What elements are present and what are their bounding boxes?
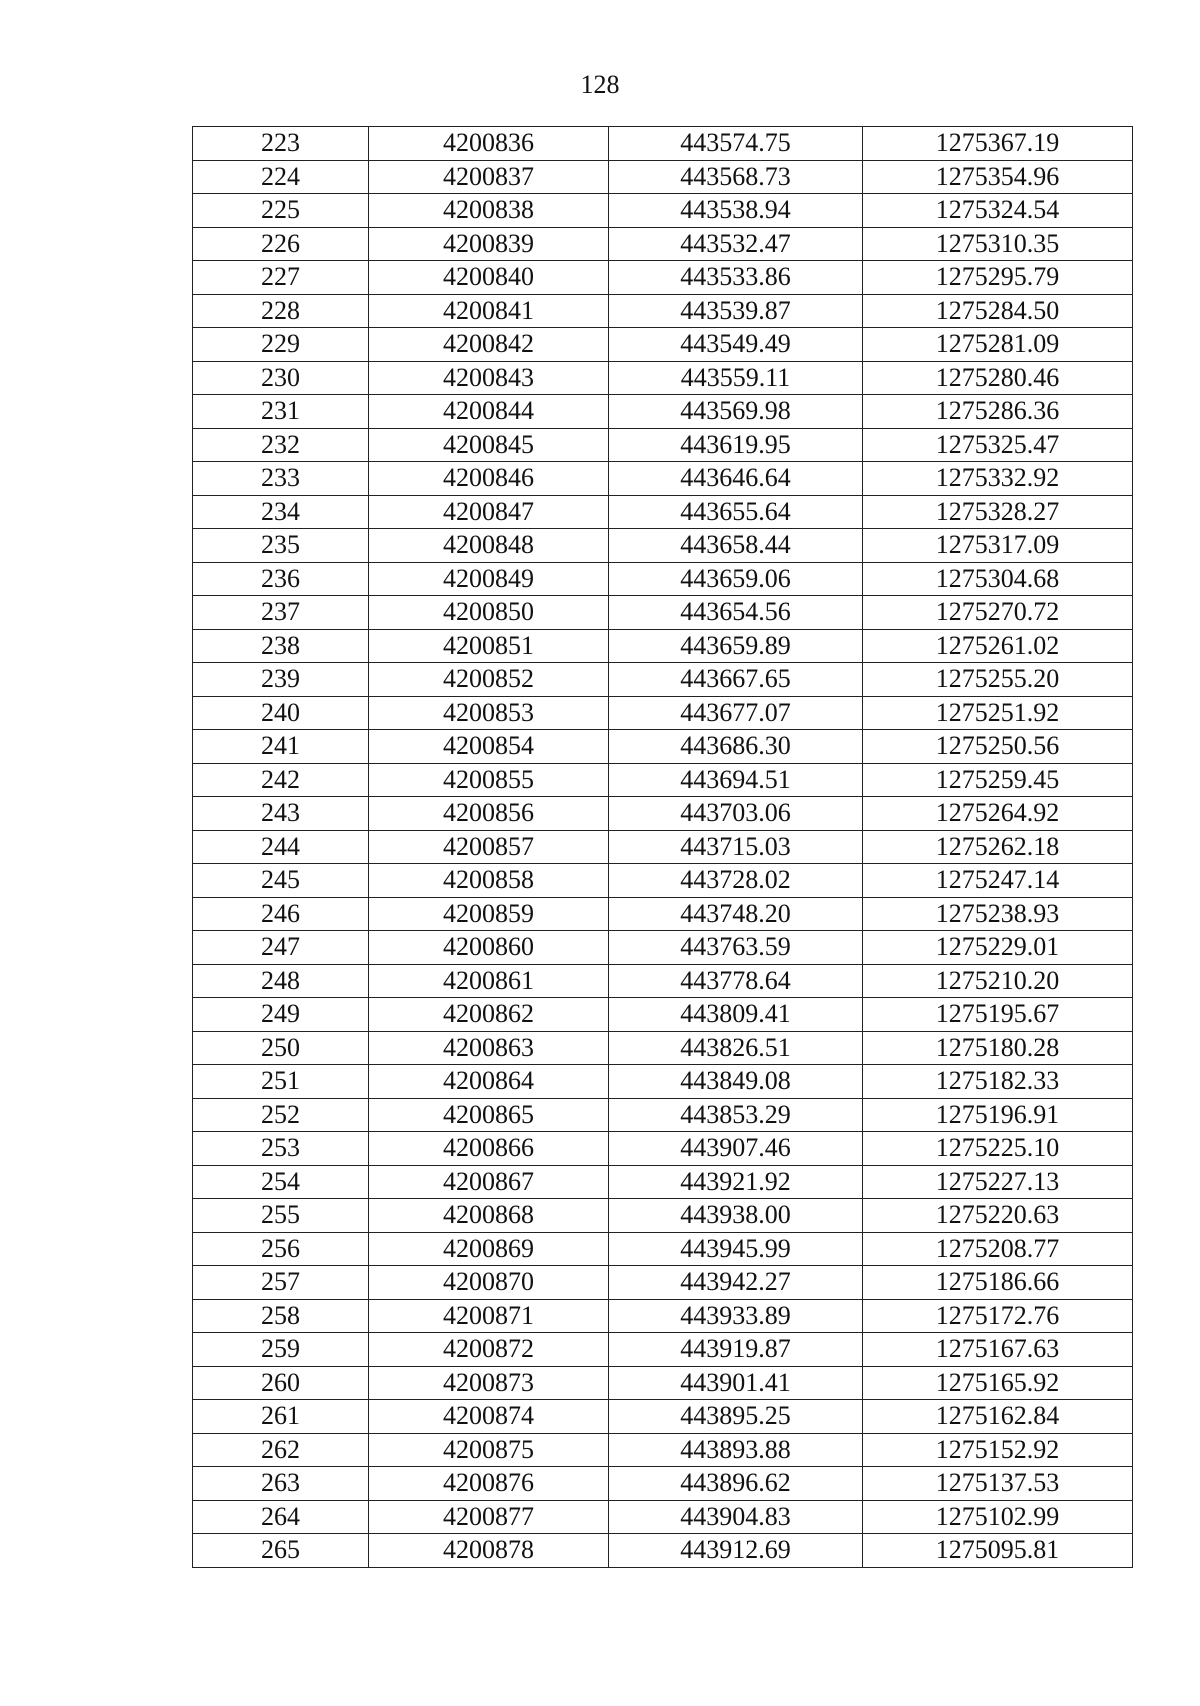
table-row xyxy=(193,1199,1133,1233)
table-row xyxy=(193,495,1133,529)
table-row xyxy=(193,395,1133,429)
point-number-cell: 256 xyxy=(193,1232,369,1266)
y-coordinate-cell: 1275225.10 xyxy=(863,1132,1133,1166)
y-coordinate-cell: 1275270.72 xyxy=(863,596,1133,630)
point-number-cell: 263 xyxy=(193,1467,369,1501)
table-row xyxy=(193,998,1133,1032)
point-number-cell: 231 xyxy=(193,395,369,429)
point-number-cell: 249 xyxy=(193,998,369,1032)
x-coordinate-cell: 443942.27 xyxy=(609,1266,863,1300)
x-coordinate-cell: 443532.47 xyxy=(609,227,863,261)
point-number-cell: 236 xyxy=(193,562,369,596)
y-coordinate-cell: 1275227.13 xyxy=(863,1165,1133,1199)
table-row xyxy=(193,194,1133,228)
x-coordinate-cell: 443569.98 xyxy=(609,395,863,429)
y-coordinate-cell: 1275262.18 xyxy=(863,830,1133,864)
point-number-cell: 229 xyxy=(193,328,369,362)
x-coordinate-cell: 443686.30 xyxy=(609,730,863,764)
x-coordinate-cell: 443853.29 xyxy=(609,1098,863,1132)
point-number-cell: 238 xyxy=(193,629,369,663)
table-row xyxy=(193,462,1133,496)
point-id-cell: 4200876 xyxy=(369,1467,609,1501)
point-id-cell: 4200841 xyxy=(369,294,609,328)
x-coordinate-cell: 443659.89 xyxy=(609,629,863,663)
point-number-cell: 233 xyxy=(193,462,369,496)
table-row xyxy=(193,227,1133,261)
y-coordinate-cell: 1275229.01 xyxy=(863,931,1133,965)
x-coordinate-cell: 443659.06 xyxy=(609,562,863,596)
table-row xyxy=(193,1299,1133,1333)
point-number-cell: 250 xyxy=(193,1031,369,1065)
y-coordinate-cell: 1275261.02 xyxy=(863,629,1133,663)
y-coordinate-cell: 1275196.91 xyxy=(863,1098,1133,1132)
point-id-cell: 4200873 xyxy=(369,1366,609,1400)
x-coordinate-cell: 443896.62 xyxy=(609,1467,863,1501)
point-number-cell: 265 xyxy=(193,1534,369,1568)
point-id-cell: 4200853 xyxy=(369,696,609,730)
point-id-cell: 4200852 xyxy=(369,663,609,697)
table-row xyxy=(193,1098,1133,1132)
point-id-cell: 4200872 xyxy=(369,1333,609,1367)
point-number-cell: 260 xyxy=(193,1366,369,1400)
point-number-cell: 232 xyxy=(193,428,369,462)
point-id-cell: 4200850 xyxy=(369,596,609,630)
point-number-cell: 244 xyxy=(193,830,369,864)
x-coordinate-cell: 443533.86 xyxy=(609,261,863,295)
y-coordinate-cell: 1275264.92 xyxy=(863,797,1133,831)
y-coordinate-cell: 1275255.20 xyxy=(863,663,1133,697)
point-id-cell: 4200847 xyxy=(369,495,609,529)
point-id-cell: 4200863 xyxy=(369,1031,609,1065)
x-coordinate-cell: 443763.59 xyxy=(609,931,863,965)
table-row xyxy=(193,1065,1133,1099)
table-row xyxy=(193,1333,1133,1367)
point-id-cell: 4200875 xyxy=(369,1433,609,1467)
y-coordinate-cell: 1275210.20 xyxy=(863,964,1133,998)
page-number: 128 xyxy=(580,70,620,99)
point-id-cell: 4200869 xyxy=(369,1232,609,1266)
table-row xyxy=(193,1500,1133,1534)
y-coordinate-cell: 1275238.93 xyxy=(863,897,1133,931)
y-coordinate-cell: 1275162.84 xyxy=(863,1400,1133,1434)
table-row xyxy=(193,1534,1133,1568)
y-coordinate-cell: 1275325.47 xyxy=(863,428,1133,462)
point-number-cell: 261 xyxy=(193,1400,369,1434)
x-coordinate-cell: 443658.44 xyxy=(609,529,863,563)
point-id-cell: 4200874 xyxy=(369,1400,609,1434)
point-id-cell: 4200851 xyxy=(369,629,609,663)
y-coordinate-cell: 1275317.09 xyxy=(863,529,1133,563)
point-number-cell: 252 xyxy=(193,1098,369,1132)
point-number-cell: 251 xyxy=(193,1065,369,1099)
point-number-cell: 235 xyxy=(193,529,369,563)
x-coordinate-cell: 443938.00 xyxy=(609,1199,863,1233)
point-id-cell: 4200854 xyxy=(369,730,609,764)
point-number-cell: 258 xyxy=(193,1299,369,1333)
x-coordinate-cell: 443715.03 xyxy=(609,830,863,864)
table-row xyxy=(193,629,1133,663)
point-number-cell: 245 xyxy=(193,864,369,898)
point-number-cell: 225 xyxy=(193,194,369,228)
point-id-cell: 4200843 xyxy=(369,361,609,395)
table-row xyxy=(193,1165,1133,1199)
point-number-cell: 241 xyxy=(193,730,369,764)
x-coordinate-cell: 443619.95 xyxy=(609,428,863,462)
y-coordinate-cell: 1275208.77 xyxy=(863,1232,1133,1266)
y-coordinate-cell: 1275332.92 xyxy=(863,462,1133,496)
point-id-cell: 4200865 xyxy=(369,1098,609,1132)
point-id-cell: 4200861 xyxy=(369,964,609,998)
x-coordinate-cell: 443655.64 xyxy=(609,495,863,529)
y-coordinate-cell: 1275354.96 xyxy=(863,160,1133,194)
point-id-cell: 4200868 xyxy=(369,1199,609,1233)
y-coordinate-cell: 1275102.99 xyxy=(863,1500,1133,1534)
y-coordinate-cell: 1275251.92 xyxy=(863,696,1133,730)
table-row xyxy=(193,428,1133,462)
y-coordinate-cell: 1275367.19 xyxy=(863,127,1133,161)
x-coordinate-cell: 443654.56 xyxy=(609,596,863,630)
point-id-cell: 4200846 xyxy=(369,462,609,496)
point-id-cell: 4200866 xyxy=(369,1132,609,1166)
table-row xyxy=(193,663,1133,697)
x-coordinate-cell: 443904.83 xyxy=(609,1500,863,1534)
table-row xyxy=(193,931,1133,965)
y-coordinate-cell: 1275165.92 xyxy=(863,1366,1133,1400)
y-coordinate-cell: 1275328.27 xyxy=(863,495,1133,529)
point-number-cell: 255 xyxy=(193,1199,369,1233)
point-id-cell: 4200871 xyxy=(369,1299,609,1333)
table-row xyxy=(193,897,1133,931)
point-number-cell: 234 xyxy=(193,495,369,529)
point-number-cell: 257 xyxy=(193,1266,369,1300)
point-number-cell: 240 xyxy=(193,696,369,730)
table-row xyxy=(193,328,1133,362)
point-number-cell: 230 xyxy=(193,361,369,395)
x-coordinate-cell: 443549.49 xyxy=(609,328,863,362)
table-row xyxy=(193,763,1133,797)
x-coordinate-cell: 443907.46 xyxy=(609,1132,863,1166)
point-number-cell: 227 xyxy=(193,261,369,295)
y-coordinate-cell: 1275280.46 xyxy=(863,361,1133,395)
y-coordinate-cell: 1275247.14 xyxy=(863,864,1133,898)
y-coordinate-cell: 1275095.81 xyxy=(863,1534,1133,1568)
table-row xyxy=(193,797,1133,831)
coordinates-table xyxy=(192,126,1133,1568)
x-coordinate-cell: 443826.51 xyxy=(609,1031,863,1065)
y-coordinate-cell: 1275182.33 xyxy=(863,1065,1133,1099)
table-row xyxy=(193,1467,1133,1501)
x-coordinate-cell: 443921.92 xyxy=(609,1165,863,1199)
y-coordinate-cell: 1275304.68 xyxy=(863,562,1133,596)
x-coordinate-cell: 443667.65 xyxy=(609,663,863,697)
table-row xyxy=(193,1232,1133,1266)
x-coordinate-cell: 443539.87 xyxy=(609,294,863,328)
y-coordinate-cell: 1275259.45 xyxy=(863,763,1133,797)
y-coordinate-cell: 1275286.36 xyxy=(863,395,1133,429)
x-coordinate-cell: 443538.94 xyxy=(609,194,863,228)
point-id-cell: 4200864 xyxy=(369,1065,609,1099)
y-coordinate-cell: 1275220.63 xyxy=(863,1199,1133,1233)
point-id-cell: 4200844 xyxy=(369,395,609,429)
y-coordinate-cell: 1275186.66 xyxy=(863,1266,1133,1300)
table-row xyxy=(193,596,1133,630)
table-row xyxy=(193,361,1133,395)
point-number-cell: 264 xyxy=(193,1500,369,1534)
point-number-cell: 242 xyxy=(193,763,369,797)
point-number-cell: 246 xyxy=(193,897,369,931)
point-id-cell: 4200858 xyxy=(369,864,609,898)
point-id-cell: 4200870 xyxy=(369,1266,609,1300)
table-row xyxy=(193,294,1133,328)
table-row xyxy=(193,1132,1133,1166)
table-row xyxy=(193,696,1133,730)
x-coordinate-cell: 443703.06 xyxy=(609,797,863,831)
table-row xyxy=(193,1400,1133,1434)
x-coordinate-cell: 443748.20 xyxy=(609,897,863,931)
x-coordinate-cell: 443677.07 xyxy=(609,696,863,730)
y-coordinate-cell: 1275250.56 xyxy=(863,730,1133,764)
y-coordinate-cell: 1275195.67 xyxy=(863,998,1133,1032)
table-row xyxy=(193,964,1133,998)
point-id-cell: 4200837 xyxy=(369,160,609,194)
x-coordinate-cell: 443919.87 xyxy=(609,1333,863,1367)
point-number-cell: 247 xyxy=(193,931,369,965)
point-id-cell: 4200859 xyxy=(369,897,609,931)
table-row xyxy=(193,160,1133,194)
point-id-cell: 4200842 xyxy=(369,328,609,362)
point-id-cell: 4200836 xyxy=(369,127,609,161)
x-coordinate-cell: 443912.69 xyxy=(609,1534,863,1568)
table-row xyxy=(193,127,1133,161)
x-coordinate-cell: 443728.02 xyxy=(609,864,863,898)
point-number-cell: 243 xyxy=(193,797,369,831)
y-coordinate-cell: 1275281.09 xyxy=(863,328,1133,362)
point-number-cell: 259 xyxy=(193,1333,369,1367)
point-id-cell: 4200867 xyxy=(369,1165,609,1199)
table-row xyxy=(193,1031,1133,1065)
x-coordinate-cell: 443694.51 xyxy=(609,763,863,797)
x-coordinate-cell: 443559.11 xyxy=(609,361,863,395)
coordinates-table-body xyxy=(193,127,1133,1568)
y-coordinate-cell: 1275172.76 xyxy=(863,1299,1133,1333)
point-id-cell: 4200860 xyxy=(369,931,609,965)
x-coordinate-cell: 443574.75 xyxy=(609,127,863,161)
point-number-cell: 248 xyxy=(193,964,369,998)
point-number-cell: 223 xyxy=(193,127,369,161)
table-row xyxy=(193,261,1133,295)
y-coordinate-cell: 1275284.50 xyxy=(863,294,1133,328)
y-coordinate-cell: 1275152.92 xyxy=(863,1433,1133,1467)
point-id-cell: 4200857 xyxy=(369,830,609,864)
point-number-cell: 224 xyxy=(193,160,369,194)
point-id-cell: 4200862 xyxy=(369,998,609,1032)
table-row xyxy=(193,529,1133,563)
x-coordinate-cell: 443568.73 xyxy=(609,160,863,194)
point-number-cell: 254 xyxy=(193,1165,369,1199)
x-coordinate-cell: 443849.08 xyxy=(609,1065,863,1099)
y-coordinate-cell: 1275310.35 xyxy=(863,227,1133,261)
table-row xyxy=(193,1433,1133,1467)
point-id-cell: 4200845 xyxy=(369,428,609,462)
y-coordinate-cell: 1275295.79 xyxy=(863,261,1133,295)
point-id-cell: 4200877 xyxy=(369,1500,609,1534)
point-number-cell: 237 xyxy=(193,596,369,630)
table-row xyxy=(193,562,1133,596)
point-id-cell: 4200849 xyxy=(369,562,609,596)
y-coordinate-cell: 1275137.53 xyxy=(863,1467,1133,1501)
x-coordinate-cell: 443809.41 xyxy=(609,998,863,1032)
x-coordinate-cell: 443901.41 xyxy=(609,1366,863,1400)
table-row xyxy=(193,1266,1133,1300)
x-coordinate-cell: 443895.25 xyxy=(609,1400,863,1434)
table-row xyxy=(193,1366,1133,1400)
y-coordinate-cell: 1275324.54 xyxy=(863,194,1133,228)
point-number-cell: 253 xyxy=(193,1132,369,1166)
x-coordinate-cell: 443646.64 xyxy=(609,462,863,496)
x-coordinate-cell: 443778.64 xyxy=(609,964,863,998)
point-id-cell: 4200855 xyxy=(369,763,609,797)
x-coordinate-cell: 443933.89 xyxy=(609,1299,863,1333)
point-number-cell: 262 xyxy=(193,1433,369,1467)
table-row xyxy=(193,830,1133,864)
table-row xyxy=(193,730,1133,764)
x-coordinate-cell: 443893.88 xyxy=(609,1433,863,1467)
point-id-cell: 4200848 xyxy=(369,529,609,563)
point-id-cell: 4200838 xyxy=(369,194,609,228)
point-id-cell: 4200856 xyxy=(369,797,609,831)
x-coordinate-cell: 443945.99 xyxy=(609,1232,863,1266)
table-row xyxy=(193,864,1133,898)
y-coordinate-cell: 1275167.63 xyxy=(863,1333,1133,1367)
point-id-cell: 4200840 xyxy=(369,261,609,295)
point-number-cell: 226 xyxy=(193,227,369,261)
point-number-cell: 228 xyxy=(193,294,369,328)
point-id-cell: 4200878 xyxy=(369,1534,609,1568)
point-number-cell: 239 xyxy=(193,663,369,697)
point-id-cell: 4200839 xyxy=(369,227,609,261)
y-coordinate-cell: 1275180.28 xyxy=(863,1031,1133,1065)
